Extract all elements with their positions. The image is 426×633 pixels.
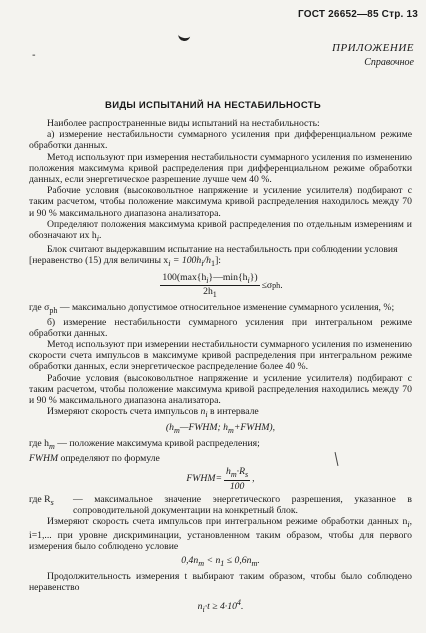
paragraph: где $h_m$ — положение максимума кривой распределения; bbox=[29, 438, 260, 452]
paragraph: Блок считают выдержавшим испытание на нестабильность при соблюдении условия bbox=[47, 244, 398, 256]
page-header: ГОСТ 26652—85 Стр. 13 bbox=[298, 9, 418, 20]
paragraph: Рабочие условия (высоковольтное напряжение и усиление усилителя) подбирают с таким расчетом, чтобы положение максимума кривой распределения находилось между 70 и 90 % максимального диапазона анализатора. bbox=[29, 185, 412, 219]
formula-1: $\frac{100(\max\{h_i\}—\min\{h_i\})}{2h_1}$ ≤σ ph . bbox=[162, 271, 283, 300]
formula-5: $n_i\cdot t \ge 4\cdot 10^4$. bbox=[197, 598, 244, 615]
appendix-subtitle: Справочное bbox=[364, 57, 414, 68]
appendix-label bbox=[332, 42, 414, 68]
formula-4: $0,4n_m < n_1 \le 0,6n_m$. bbox=[181, 554, 260, 568]
paragraph: Определяют положения максимума кривой распределения по отдельным измерениям и обозначают их $h_i$. bbox=[29, 218, 412, 243]
paragraph: б) измерение нестабильности суммарного усиления при интегральном режиме обработки данных. bbox=[29, 316, 412, 339]
formula-2: ($h_m—FWHM$; $h_m+FWHM$), bbox=[165, 422, 276, 436]
paragraph: Измеряют скорость счета импульсов при интегральном режиме обработки данных $n_i$, i=1,... при уровне дискриминации, установленном таким образом, чтобы для первого измерения было соблюдено условие bbox=[29, 516, 412, 553]
paragraph: FWHM определяют по формуле bbox=[29, 452, 160, 464]
paragraph: Метод используют при измерении нестабильности суммарного усиления по изменению скорости счета импульсов в максимуме кривой распределения при интегральном режиме обработки данных, если энергетическое распределение более 40 %. bbox=[29, 338, 412, 373]
paragraph: а) измерение нестабильности суммарного усиления при дифференциальном режиме обработки данных. bbox=[29, 129, 412, 152]
definition-row: где $R_s$ — максимальное значение энергетического разрешения, указанное в сопроводительной документации на конкретный блок. bbox=[29, 493, 412, 516]
formula-3: FWHM= $\frac{h_m\cdot R_s}{100}$ , bbox=[186, 465, 255, 492]
paragraph: Метод используют при измерения нестабильности суммарного усиления по изменению положения максимума кривой распределения при дифференциальном режиме обработки данных, если энергетическое разрешение лучше чем 40 %. bbox=[29, 151, 412, 186]
paragraph: [неравенство (15) для величины $x_i = 100h_i/h_1$]: bbox=[29, 255, 221, 269]
paragraph: Продолжительность измерения t выбирают таким образом, чтобы было соблюдено неравенство bbox=[29, 570, 412, 594]
document-body bbox=[29, 118, 412, 619]
section-title: ВИДЫ ИСПЫТАНИЙ НА НЕСТАБИЛЬНОСТЬ bbox=[105, 100, 321, 111]
paragraph: где $\sigma_{ph}$ — максимально допустимое относительное изменение суммарного усиления, %; bbox=[29, 302, 395, 316]
scan-mark bbox=[178, 33, 191, 42]
scan-tick: - bbox=[32, 50, 36, 61]
paragraph: Измеряют скорость счета импульсов $n_i$ в интервале bbox=[47, 406, 259, 420]
paragraph: Рабочие условия (высоковольтное напряжение и усиление усилителя) подбирают с таким расчетом, чтобы положение максимума кривой распределения находились между 70 и 90 % максимального диапазона анализатора. bbox=[29, 372, 412, 406]
paragraph: Наиболее распространенные виды испытаний на нестабильность: bbox=[47, 118, 320, 129]
appendix-title: ПРИЛОЖЕНИЕ bbox=[332, 42, 414, 54]
